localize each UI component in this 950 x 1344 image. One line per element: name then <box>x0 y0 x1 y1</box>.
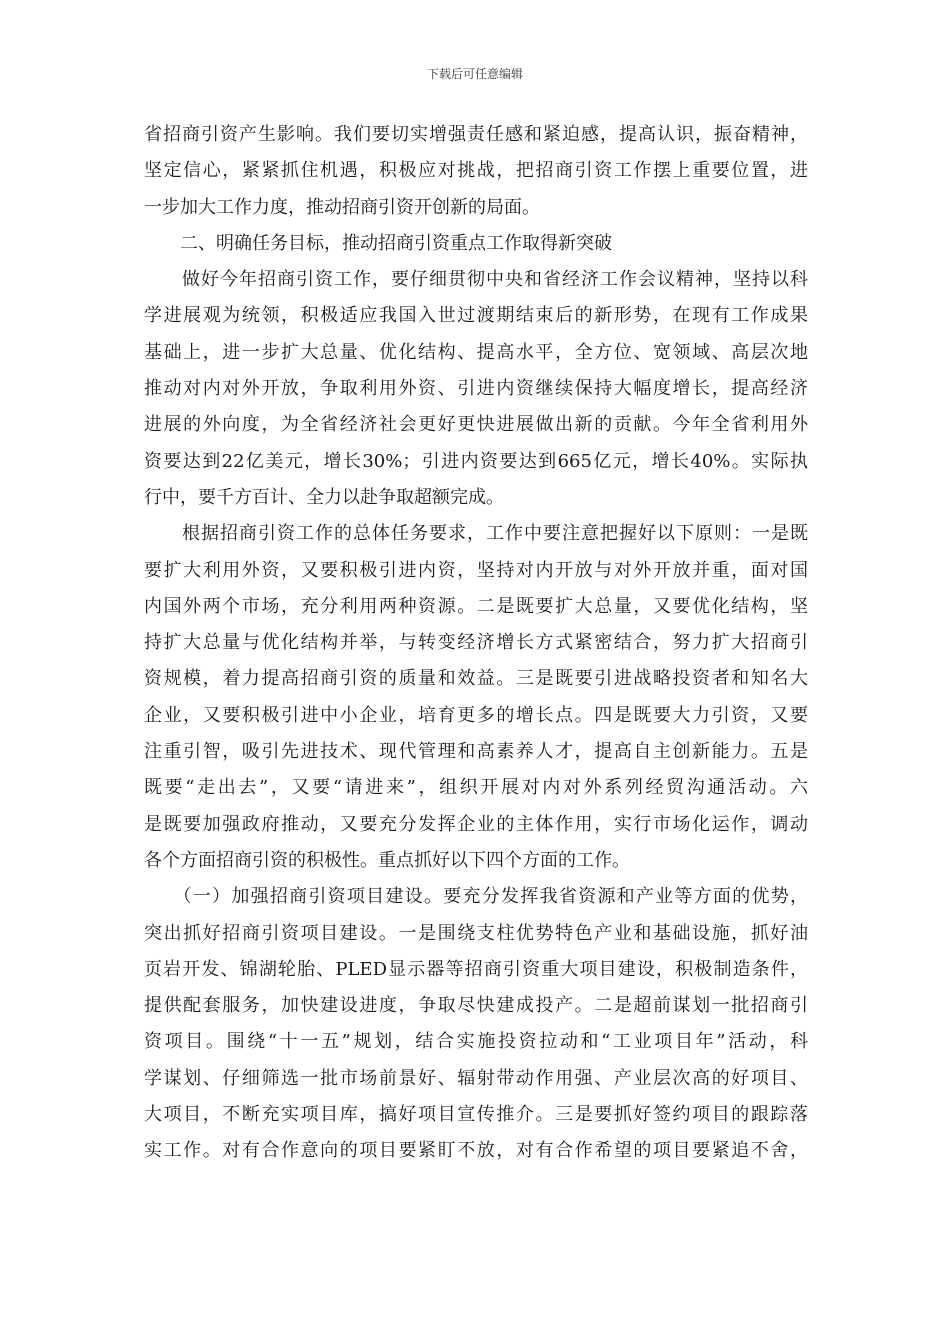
text-line: 持扩大总量与优化结构并举，与转变经济增长方式紧密结合，努力扩大招商引 <box>144 632 808 654</box>
text-line: 突出抓好招商引资项目建设。一是围绕支柱优势特色产业和基础设施，抓好油 <box>144 922 808 944</box>
text-line: （一）加强招商引资项目建设。要充分发挥我省资源和产业等方面的优势， <box>144 886 808 908</box>
text-line: 实工作。对有合作意向的项目要紧盯不放，对有合作希望的项目要紧追不舍， <box>144 1140 808 1162</box>
text-line: 要扩大利用外资，又要积极引进内资，坚持对内开放与对外开放并重，面对国 <box>144 559 808 581</box>
text-line: 进展的外向度，为全省经济社会更好更快进展做出新的贡献。今年全省利用外 <box>144 414 808 436</box>
section-heading: 二、明确任务目标，推动招商引资重点工作取得新突破 <box>144 232 612 254</box>
text-line: 推动对内对外开放，争取利用外资、引进内资继续保持大幅度增长，提高经济 <box>144 378 808 400</box>
document-body <box>144 121 808 1174</box>
text-line: 资要达到22亿美元，增长30%；引进内资要达到665亿元，增长40%。实际执 <box>144 450 808 472</box>
text-line: 做好今年招商引资工作，要仔细贯彻中央和省经济工作会议精神，坚持以科 <box>144 269 808 291</box>
text-line: 内国外两个市场，充分利用两种资源。二是既要扩大总量，又要优化结构，坚 <box>144 595 808 617</box>
text-line: 大项目，不断充实项目库，搞好项目宣传推介。三是要抓好签约项目的跟踪落 <box>144 1104 808 1126</box>
text-line: 页岩开发、锦湖轮胎、PLED显示器等招商引资重大项目建设，积极制造条件， <box>144 958 808 980</box>
text-line: 企业，又要积极引进中小企业，培育更多的增长点。四是既要大力引资，又要 <box>144 704 808 726</box>
text-line: 一步加大工作力度，推动招商引资开创新的局面。 <box>144 196 540 218</box>
text-line: 各个方面招商引资的积极性。重点抓好以下四个方面的工作。 <box>144 849 630 871</box>
text-line: 既要“走出去”，又要“请进来”，组织开展对内对外系列经贸沟通活动。六 <box>144 777 808 799</box>
text-line: 学谋划、仔细筛选一批市场前景好、辐射带动作用强、产业层次高的好项目、 <box>144 1067 808 1089</box>
text-line: 注重引智，吸引先进技术、现代管理和高素养人才，提高自主创新能力。五是 <box>144 741 808 763</box>
text-line: 坚定信心，紧紧抓住机遇，积极应对挑战，把招商引资工作摆上重要位置，进 <box>144 160 808 182</box>
text-line: 资项目。围绕“十一五”规划，结合实施投资拉动和“工业项目年”活动，科 <box>144 1031 808 1053</box>
text-line: 资规模，着力提高招商引资的质量和效益。三是既要引进战略投资者和知名大 <box>144 668 808 690</box>
text-line: 学进展观为统领，积极适应我国入世过渡期结束后的新形势，在现有工作成果 <box>144 305 808 327</box>
text-line: 省招商引资产生影响。我们要切实增强责任感和紧迫感，提高认识，振奋精神， <box>144 124 808 145</box>
text-line: 基础上，进一步扩大总量、优化结构、提高水平，全方位、宽领域、高层次地 <box>144 341 808 363</box>
text-line: 是既要加强政府推动，又要充分发挥企业的主体作用，实行市场化运作，调动 <box>144 813 808 835</box>
text-line: 行中，要千方百计、全力以赴争取超额完成。 <box>144 486 504 508</box>
text-line: 提供配套服务，加快建设进度，争取尽快建成投产。二是超前谋划一批招商引 <box>144 995 808 1017</box>
page-header-note: 下载后可任意编辑 <box>426 67 523 81</box>
text-line: 根据招商引资工作的总体任务要求，工作中要注意把握好以下原则：一是既 <box>144 523 808 545</box>
